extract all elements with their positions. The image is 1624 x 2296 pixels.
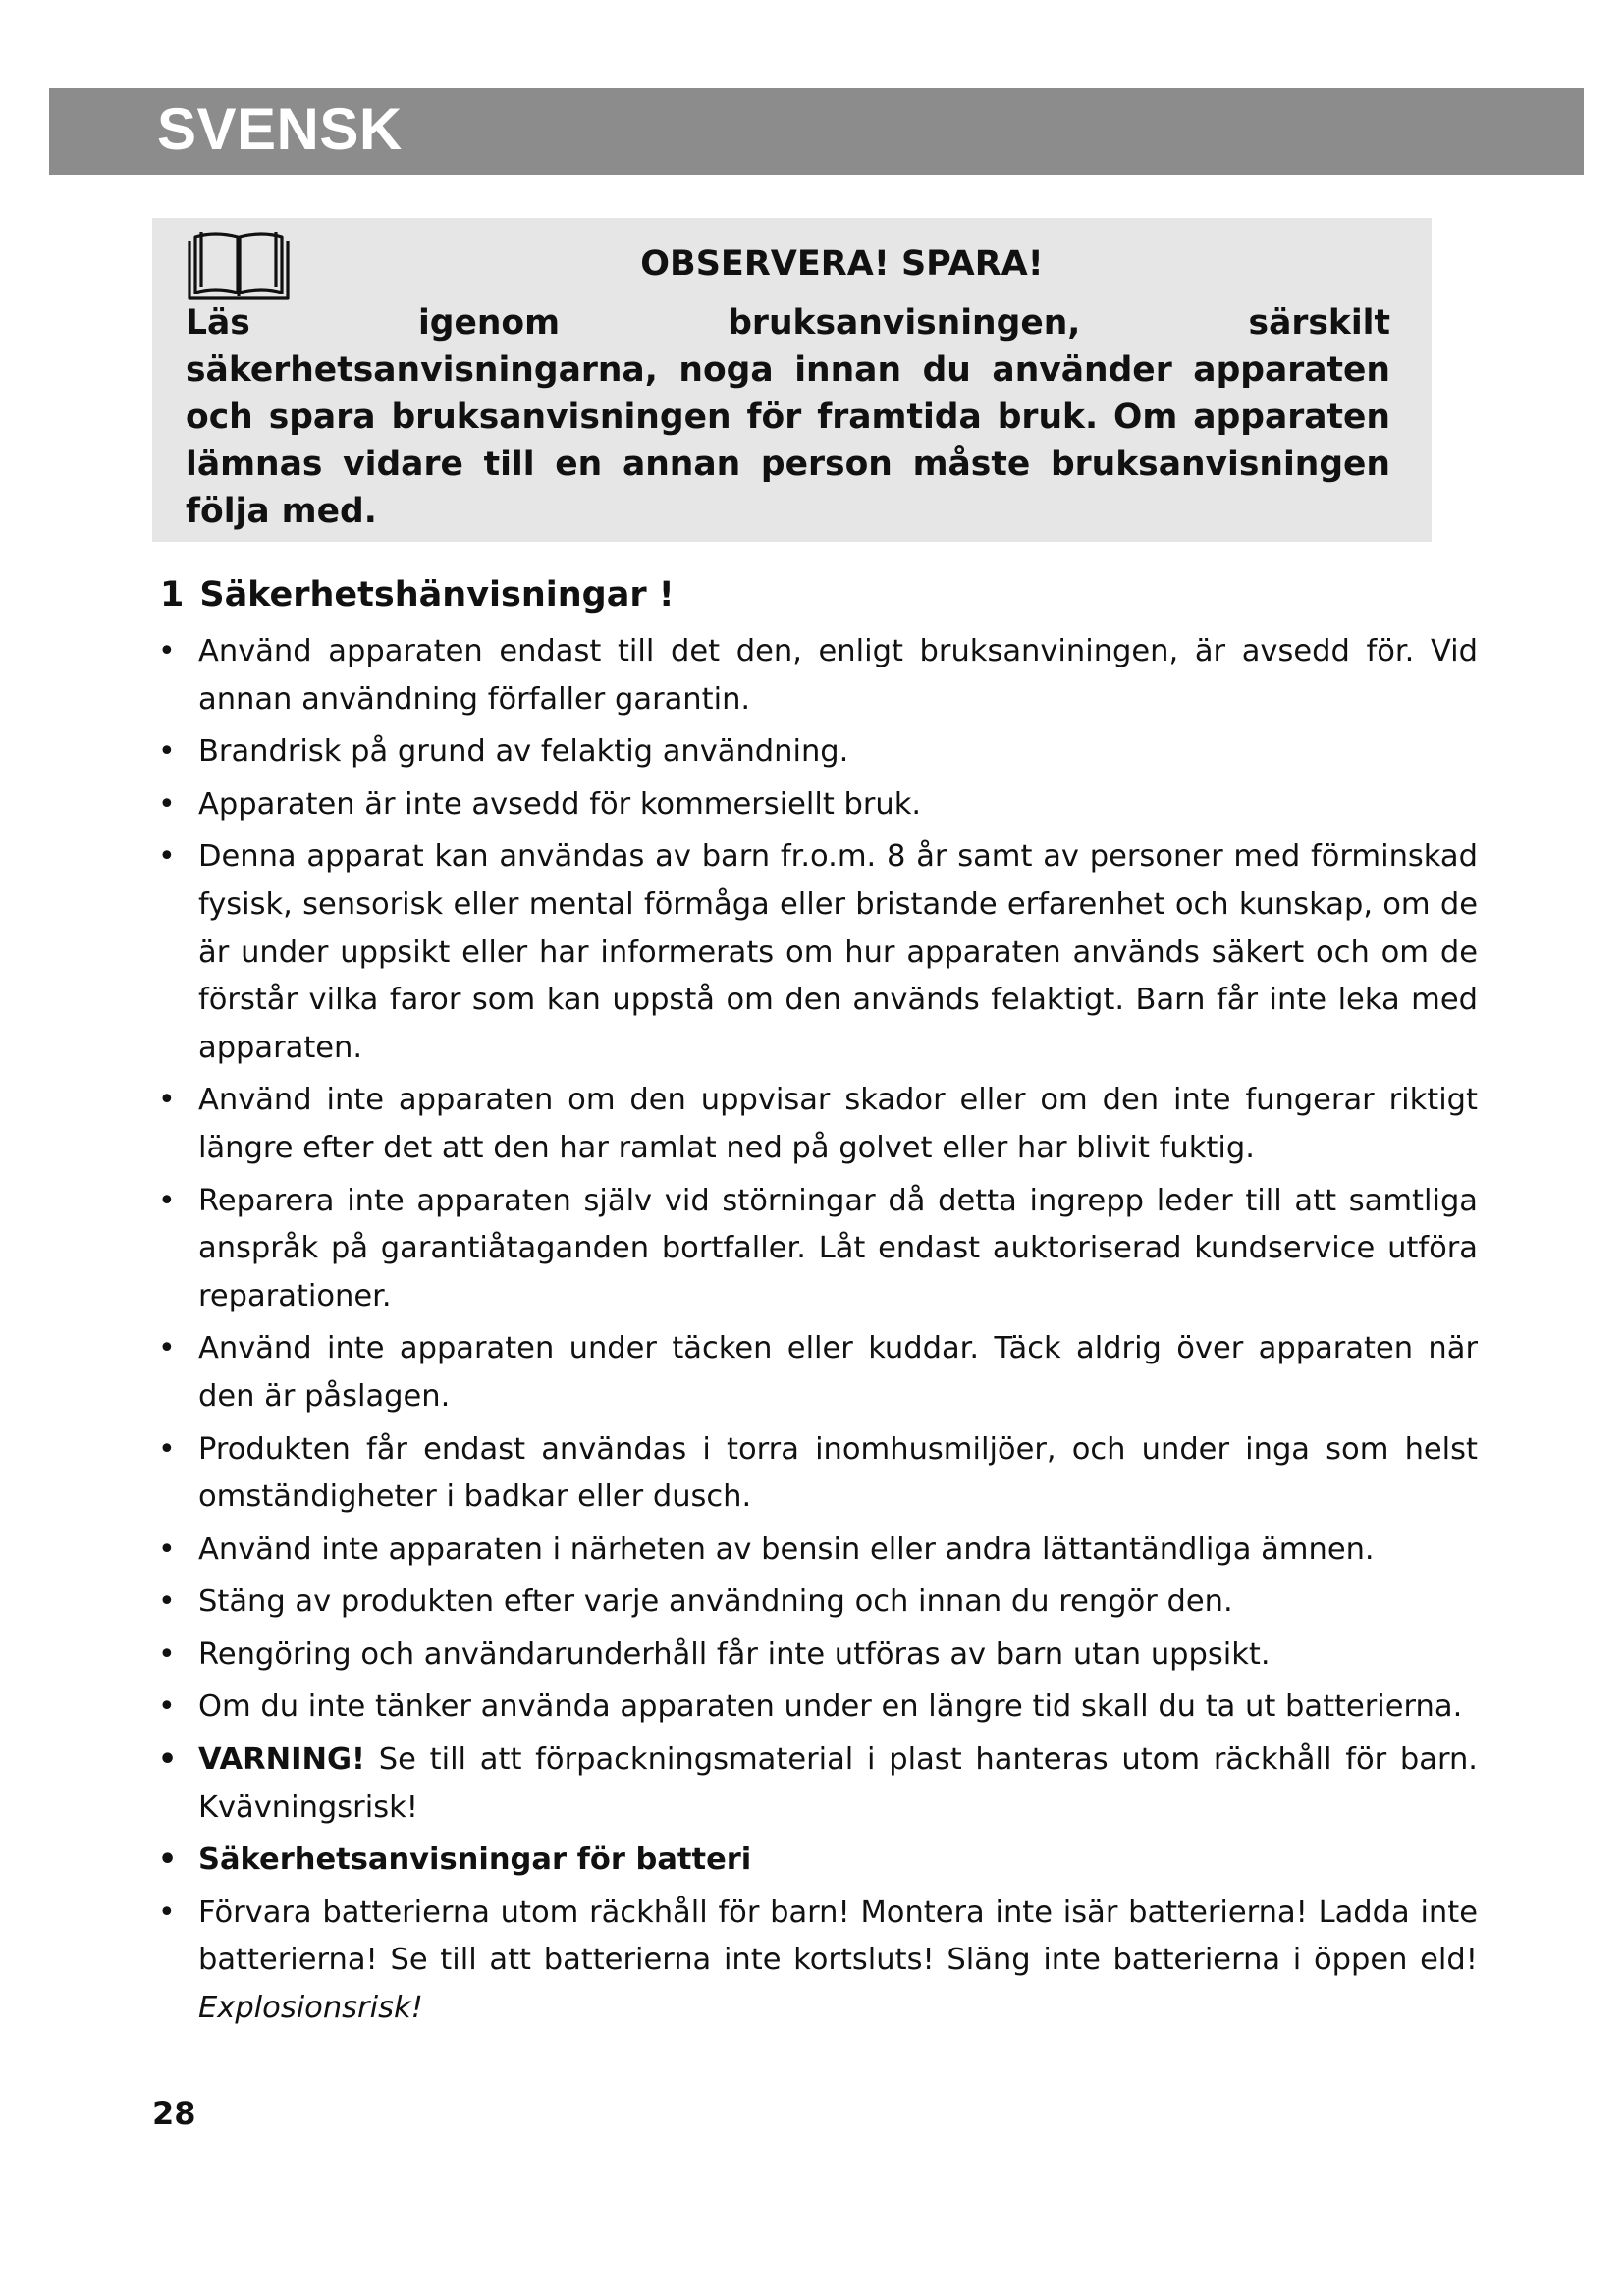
- list-item: • Om du inte tänker använda apparaten under en längre tid skall du ta ut batterierna.: [152, 1683, 1478, 1732]
- safety-instructions-list: [152, 628, 1478, 2038]
- section-title: Säkerhetshänvisningar !: [199, 575, 675, 614]
- notice-text: Läs igenom bruksanvisningen, särskilt säkerhetsanvisningarna, noga innan du använder apparaten och spara bruksanvisningen för framtida bruk. Om apparaten lämnas vidare till en annan person måste bruksanvisningen följa med.: [186, 302, 1390, 531]
- bullet-icon: •: [158, 786, 176, 822]
- list-item: • Använd apparaten endast till det den, enligt bruksanviningen, är avsedd för. Vid annan användning förfaller garantin.: [152, 628, 1478, 723]
- warning-label: VARNING!: [198, 1742, 365, 1778]
- list-item: • Använd inte apparaten om den uppvisar skador eller om den inte fungerar riktigt längre efter det att den har ramlat ned på golvet eller har blivit fuktig.: [152, 1077, 1478, 1172]
- bullet-icon: •: [158, 1431, 176, 1467]
- list-item: • Produkten får endast användas i torra inomhusmiljöer, och under inga som helst omständigheter i badkar eller dusch.: [152, 1426, 1478, 1522]
- list-item: • Stäng av produkten efter varje användning och innan du rengör den.: [152, 1578, 1478, 1627]
- bullet-icon: •: [158, 1183, 176, 1218]
- bullet-icon: •: [158, 1842, 178, 1878]
- list-item: • Reparera inte apparaten själv vid störningar då detta ingrepp leder till att samtliga anspråk på garantiåtaganden bortfaller. Låt endast auktoriserad kundservice utföra reparationer.: [152, 1178, 1478, 1321]
- bullet-icon: •: [158, 734, 176, 770]
- list-item: • Rengöring och användarunderhåll får inte utföras av barn utan uppsikt.: [152, 1631, 1478, 1680]
- page-number: 28: [152, 2095, 196, 2132]
- list-item: • Använd inte apparaten i närheten av bensin eller andra lättantändliga ämnen.: [152, 1526, 1478, 1575]
- list-item: • Använd inte apparaten under täcken eller kuddar. Täck aldrig över apparaten när den är påslagen.: [152, 1325, 1478, 1420]
- open-book-icon: [186, 226, 292, 300]
- bullet-icon: •: [158, 1742, 178, 1778]
- battery-heading-item: [152, 1837, 1478, 1885]
- battery-heading: Säkerhetsanvisningar för batteri: [198, 1842, 752, 1878]
- warning-item: • VARNING! Se till att förpackningsmaterial i plast hanteras utom räckhåll för barn. Kvävningsrisk!: [152, 1736, 1478, 1832]
- bullet-icon: •: [158, 1895, 176, 1930]
- language-header: [49, 88, 1584, 175]
- language-title: SVENSK: [157, 96, 403, 162]
- notice-box: [152, 218, 1432, 542]
- bullet-icon: •: [158, 839, 176, 875]
- section-number: 1: [160, 575, 185, 614]
- bullet-icon: •: [158, 1331, 176, 1366]
- section-heading: [160, 574, 675, 615]
- bullet-icon: •: [158, 1083, 176, 1118]
- list-item: • Denna apparat kan användas av barn fr.o.m. 8 år samt av personer med förminskad fysisk, sensorisk eller mental förmåga eller bristande erfarenhet och kunskap, om de är under uppsikt eller har informerats om hur apparaten används säkert och om de förstår vilka faror som kan uppstå om den används felaktigt. Barn får inte leka med apparaten.: [152, 833, 1478, 1072]
- notice-heading: OBSERVERA! SPARA!: [640, 244, 1044, 284]
- bullet-icon: •: [158, 1531, 176, 1567]
- bullet-icon: •: [158, 634, 176, 668]
- bullet-icon: •: [158, 1636, 176, 1672]
- list-item: • Brandrisk på grund av felaktig användning.: [152, 728, 1478, 776]
- bullet-icon: •: [158, 1689, 176, 1725]
- list-item: • Förvara batterierna utom räckhåll för barn! Montera inte isär batterierna! Ladda inte batterierna! Se till att batterierna inte kortsluts! Släng inte batterierna i öppen eld! Explosionsrisk!: [152, 1890, 1478, 2033]
- bullet-icon: •: [158, 1584, 176, 1620]
- list-item: • Apparaten är inte avsedd för kommersiellt bruk.: [152, 781, 1478, 829]
- explosion-risk: Explosionsrisk!: [198, 1991, 423, 2026]
